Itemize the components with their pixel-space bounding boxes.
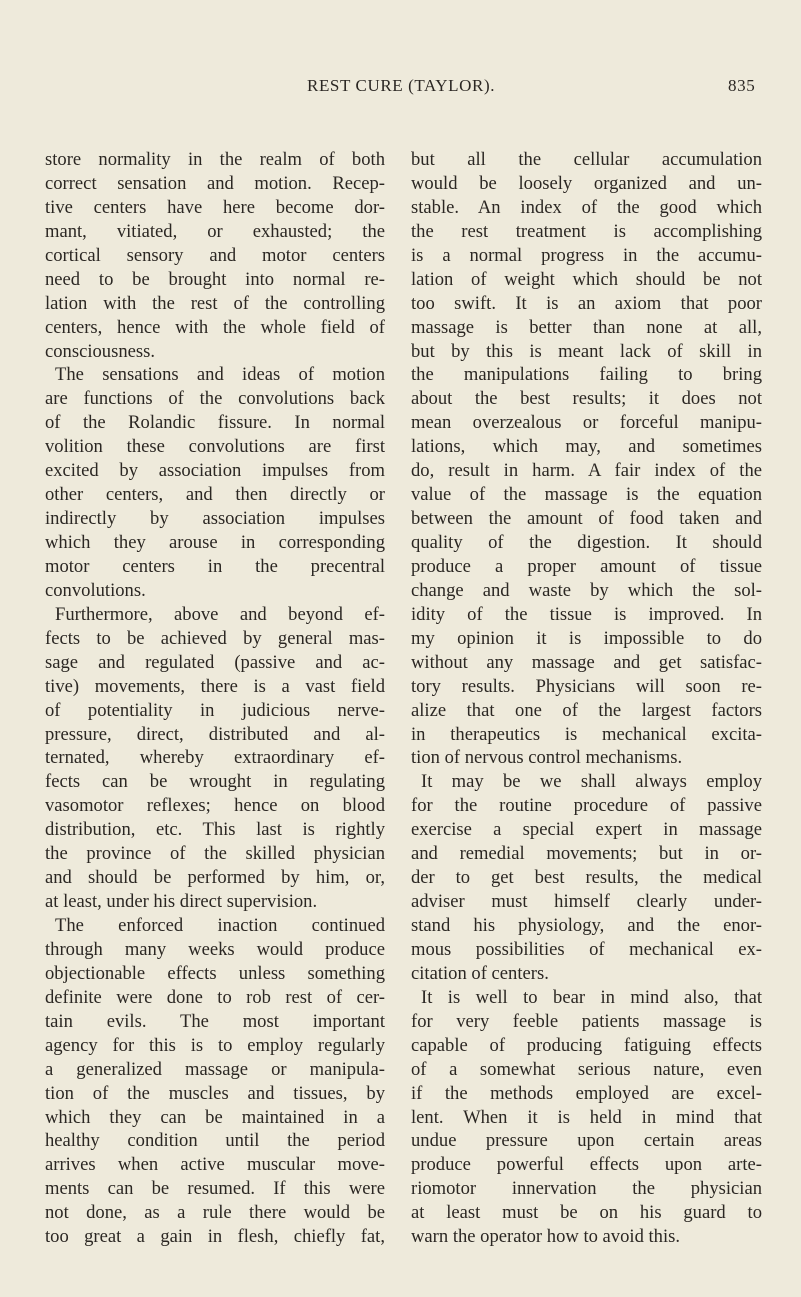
text-line: between the amount of food taken and bbox=[411, 508, 762, 530]
text-line: tory results. Physicians will soon re- bbox=[411, 675, 762, 697]
text-line: der to get best results, the medical bbox=[411, 867, 762, 889]
text-line: idity of the tissue is improved. In bbox=[411, 603, 762, 625]
text-line: need to be brought into normal re- bbox=[45, 268, 385, 290]
text-line: lent. When it is held in mind that bbox=[411, 1106, 762, 1128]
text-line: arrives when active muscular move- bbox=[45, 1154, 385, 1176]
text-line: stand his physiology, and the enor- bbox=[411, 915, 762, 936]
text-line: of the Rolandic fissure. In normal bbox=[45, 412, 385, 434]
text-line: the province of the skilled physician bbox=[45, 843, 385, 865]
text-line: healthy condition until the period bbox=[45, 1130, 385, 1152]
text-line: pressure, direct, distributed and al- bbox=[45, 723, 385, 745]
paragraph bbox=[45, 603, 385, 914]
text-line: about the best results; it does not bbox=[411, 388, 762, 410]
text-line: which they can be maintained in a bbox=[45, 1106, 385, 1128]
text-line: mous possibilities of mechanical ex- bbox=[411, 938, 762, 960]
text-line: exercise a special expert in massage bbox=[411, 819, 762, 841]
text-line: of a somewhat serious nature, even bbox=[411, 1058, 762, 1080]
text-line: of potentiality in judicious nerve- bbox=[45, 699, 385, 721]
text-line: the rest treatment is accomplishing bbox=[411, 220, 762, 242]
text-line: the manipulations failing to bring bbox=[411, 364, 762, 386]
text-line: lation of weight which should be not bbox=[411, 268, 762, 290]
paragraph bbox=[45, 363, 385, 602]
text-line: motor centers in the precentral bbox=[45, 555, 385, 577]
text-line: not done, as a rule there would be bbox=[45, 1202, 385, 1224]
text-line: capable of producing fatiguing effects bbox=[411, 1034, 762, 1056]
text-line: fects to be achieved by general mas- bbox=[45, 627, 385, 649]
text-line: undue pressure upon certain areas bbox=[411, 1130, 762, 1152]
text-line: adviser must himself clearly under- bbox=[411, 891, 762, 913]
text-line: for very feeble patients massage is bbox=[411, 1010, 762, 1032]
text-line: agency for this is to employ regularly bbox=[45, 1034, 385, 1056]
text-line: are functions of the convolutions back bbox=[45, 388, 385, 410]
text-line: The enforced inaction continued bbox=[55, 915, 385, 936]
text-line: at least must be on his guard to bbox=[411, 1202, 762, 1224]
text-line: value of the massage is the equation bbox=[411, 484, 762, 506]
text-line: tive) movements, there is a vast field bbox=[45, 675, 385, 697]
text-line: too great a gain in flesh, chiefly fat, bbox=[45, 1226, 385, 1248]
text-line: It is well to bear in mind also, that bbox=[421, 986, 762, 1008]
text-line: mean overzealous or forceful manipu- bbox=[411, 412, 762, 434]
paragraph bbox=[411, 770, 762, 985]
text-line: is a normal progress in the accumu- bbox=[411, 244, 762, 266]
text-line: vasomotor reflexes; hence on blood bbox=[45, 795, 385, 817]
text-line: produce powerful effects upon arte- bbox=[411, 1154, 762, 1176]
text-line: excited by association impulses from bbox=[45, 460, 385, 482]
text-line: correct sensation and motion. Recep- bbox=[45, 172, 385, 194]
text-line: but by this is meant lack of skill in bbox=[411, 340, 762, 362]
text-line: warn the operator how to avoid this. bbox=[411, 1226, 681, 1248]
text-line: tain evils. The most important bbox=[45, 1010, 385, 1032]
text-line: quality of the digestion. It should bbox=[411, 532, 762, 553]
text-line: and should be performed by him, or, bbox=[45, 867, 385, 889]
text-line: too swift. It is an axiom that poor bbox=[411, 292, 762, 314]
text-line: in therapeutics is mechanical excita- bbox=[411, 723, 762, 745]
left-column bbox=[45, 148, 385, 1249]
page-header bbox=[0, 76, 801, 100]
text-line: indirectly by association impulses bbox=[45, 508, 385, 530]
text-line: stable. An index of the good which bbox=[411, 196, 762, 218]
right-column bbox=[411, 148, 762, 1249]
text-line: centers, hence with the whole field of bbox=[45, 316, 385, 338]
text-line: citation of centers. bbox=[411, 962, 549, 984]
text-line: definite were done to rob rest of cer- bbox=[45, 986, 385, 1008]
text-line: produce a proper amount of tissue bbox=[411, 555, 762, 577]
paragraph bbox=[411, 986, 762, 1249]
text-line: tion of the muscles and tissues, by bbox=[45, 1082, 385, 1104]
text-line: convolutions. bbox=[45, 579, 146, 601]
running-head: REST CURE (TAYLOR). bbox=[307, 76, 496, 95]
text-line: riomotor innervation the physician bbox=[411, 1178, 762, 1200]
paragraph bbox=[45, 914, 385, 1249]
text-line: massage is better than none at all, bbox=[411, 316, 762, 338]
text-line: at least, under his direct supervision. bbox=[45, 891, 318, 913]
paragraph bbox=[45, 148, 385, 363]
text-line: volition these convolutions are first bbox=[45, 436, 385, 458]
text-line: do, result in harm. A fair index of the bbox=[411, 460, 762, 482]
text-line: cortical sensory and motor centers bbox=[45, 244, 385, 266]
text-line: mant, vitiated, or exhausted; the bbox=[45, 220, 385, 242]
text-line: lation with the rest of the controlling bbox=[45, 292, 385, 314]
text-line: if the methods employed are excel- bbox=[411, 1082, 762, 1104]
text-line: a generalized massage or manipula- bbox=[45, 1058, 385, 1080]
text-line: tive centers have here become dor- bbox=[45, 196, 385, 218]
text-line: objectionable effects unless something bbox=[45, 962, 385, 984]
text-line: without any massage and get satisfac- bbox=[411, 651, 762, 673]
text-line: The sensations and ideas of motion bbox=[55, 364, 385, 386]
text-line: lations, which may, and sometimes bbox=[411, 436, 762, 458]
text-line: alize that one of the largest factors bbox=[411, 699, 762, 721]
text-line: fects can be wrought in regulating bbox=[45, 771, 385, 793]
text-line: through many weeks would produce bbox=[45, 938, 385, 960]
text-line: consciousness. bbox=[45, 340, 156, 362]
text-line: which they arouse in corresponding bbox=[45, 532, 385, 553]
text-line: Furthermore, above and beyond ef- bbox=[55, 603, 385, 625]
page-number: 835 bbox=[728, 76, 756, 95]
text-line: tion of nervous control mechanisms. bbox=[411, 747, 683, 769]
text-line: ternated, whereby extraordinary ef- bbox=[45, 747, 385, 769]
text-line: It may be we shall always employ bbox=[421, 771, 762, 793]
text-line: ments can be resumed. If this were bbox=[45, 1178, 385, 1200]
text-line: would be loosely organized and un- bbox=[411, 172, 762, 194]
text-line: other centers, and then directly or bbox=[45, 484, 385, 506]
text-line: but all the cellular accumulation bbox=[411, 149, 762, 170]
text-line: sage and regulated (passive and ac- bbox=[45, 651, 385, 673]
text-line: and remedial movements; but in or- bbox=[411, 843, 762, 865]
text-line: change and waste by which the sol- bbox=[411, 579, 762, 601]
text-line: distribution, etc. This last is rightly bbox=[45, 819, 385, 841]
text-line: for the routine procedure of passive bbox=[411, 795, 762, 817]
text-line: my opinion it is impossible to do bbox=[411, 627, 762, 649]
paragraph bbox=[411, 148, 762, 770]
text-line: store normality in the realm of both bbox=[45, 149, 385, 170]
